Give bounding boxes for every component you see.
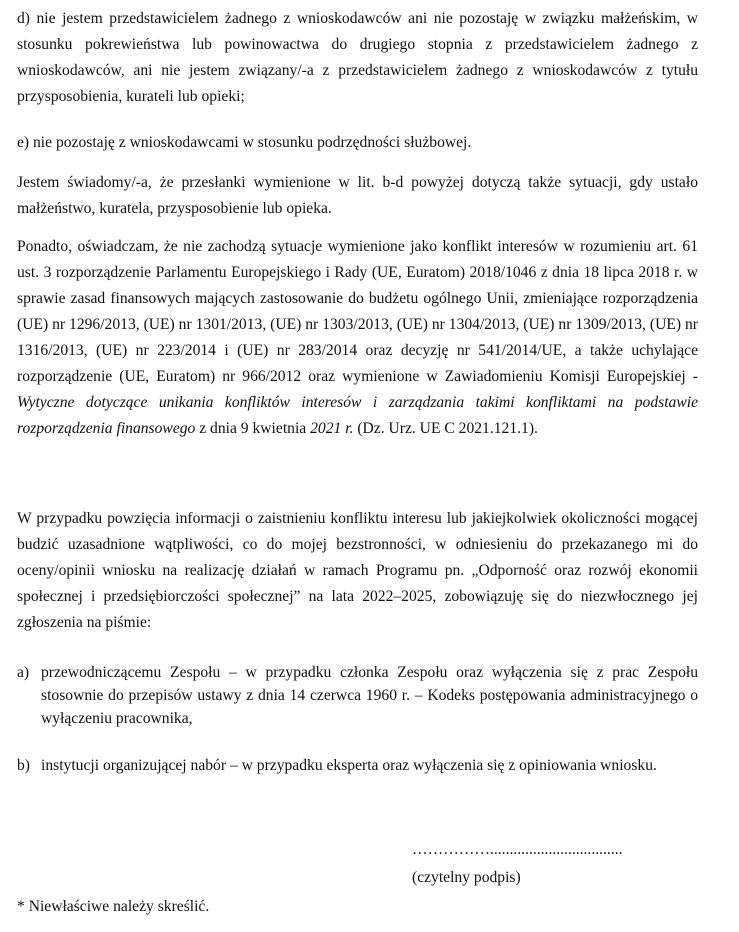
footnote: * Niewłaściwe należy skreślić. — [17, 898, 210, 915]
awareness-statement: Jestem świadomy/-a, że przesłanki wymienione w lit. b-d powyżej dotyczą także sytuacji, gdy ustało małżeństwo, kuratela, przysposobienie lub opieka. — [17, 174, 698, 217]
list-item — [17, 754, 698, 800]
clause-d: d) nie jestem przedstawicielem żadnego z wnioskodawców ani nie pozostaję w związku małżeńskim, w stosunku pokrewieństwa lub powinowactwa do drugiego stopnia z przedstawicielem żadnego z wnioskodawców, ani nie jestem związany/-a z przedstawicielem żadnego z wnioskodawców z tytułu przysposobienia, kurateli lub opieki; — [17, 10, 698, 105]
signature-line: …………….................................. — [412, 841, 623, 858]
list-item — [17, 661, 698, 731]
reporting-obligation: W przypadku powzięcia informacji o zaistnieniu konfliktu interesu lub jakiejkolwiek okoliczności mogącej budzić uzasadnione wątpliwości, co do mojej bezstronności, w odniesieniu do przekazanego mi do oceny/opinii wniosku na realizację działań w ramach Programu pn. „Odporność oraz rozwój ekonomii społecznej i przedsiębiorczości społecznej” na lata 2022–2025, zobowiązuję się do niezwłocznego jej zgłoszenia na piśmie: — [17, 510, 698, 631]
signature-label: (czytelny podpis) — [412, 869, 521, 886]
guidelines-year: 2021 r. — [310, 420, 354, 437]
conflict-text-3: (Dz. Urz. UE C 2021.121.1). — [353, 420, 538, 437]
conflict-text-1: Ponadto, oświadczam, że nie zachodzą sytuacje wymienione jako konflikt interesów w rozumieniu art. 61 ust. 3 rozporządzenie Parlamentu Europejskiego i Rady (UE, Euratom) 2018/1046 z dnia 18 lipca 2018 r. w sprawie zasad finansowych mających zastosowanie do budżetu ogólnego Unii, zmieniające rozporządzenia (UE) nr 1296/2013, (UE) nr 1301/2013, (UE) nr 1303/2013, (UE) nr 1304/2013, (UE) nr 1309/2013, (UE) nr 1316/2013, (UE) nr 223/2014 i (UE) nr 283/2014 oraz decyzję nr 541/2014/UE, a także uchylające rozporządzenie (UE, Euratom) nr 966/2012 oraz wymienione w Zawiadomieniu Komisji Europejskiej - — [17, 238, 698, 385]
list-text: instytucji organizującej nabór – w przypadku eksperta oraz wyłączenia się z opiniowania wniosku. — [41, 757, 657, 774]
list-marker: b) — [17, 757, 30, 774]
conflict-of-interest-statement — [17, 234, 698, 442]
list-text: przewodniczącemu Zespołu – w przypadku członka Zespołu oraz wyłączenia się z prac Zespołu stosownie do przepisów ustawy z dnia 14 czerwca 1960 r. – Kodeks postępowania administracyjnego o wyłączeniu pracownika, — [41, 664, 698, 727]
guidelines-title: Wytyczne dotyczące unikania konfliktów interesów i zarządzania takimi konfliktami na podstawie rozporządzenia finansowego — [17, 394, 698, 437]
clause-e: e) nie pozostaję z wnioskodawcami w stosunku podrzędności służbowej. — [17, 134, 472, 151]
conflict-text-2: z dnia 9 kwietnia — [195, 420, 311, 437]
list-marker: a) — [17, 664, 30, 681]
